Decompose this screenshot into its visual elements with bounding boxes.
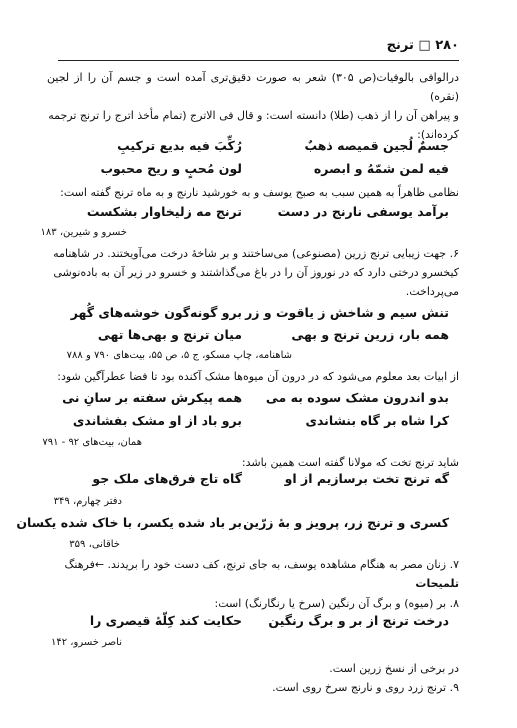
paragraph-musk	[47, 367, 459, 386]
verse-line: همه پیکرش سفته بر سانِ نی	[62, 390, 242, 405]
source-citation: ناصر خسرو، ۱۴۲	[51, 637, 122, 648]
paragraph-rumi	[47, 453, 459, 472]
verse-line: فیه لمن شمّهُ و ابصره	[313, 161, 449, 176]
paragraph-line: و پیراهن آن را از ذهب (طلا) دانسته است: و قال فی الاترج (تمام مأخذ اترج را ترنج ترجمه	[48, 109, 459, 122]
source-citation: دفتر چهارم، ۳۴۹	[53, 496, 122, 507]
paragraph-line: ۶. جهت زیبایی ترنج زرین (مصنوعی) می‌ساختند و بر شاخهٔ درخت می‌آویختند. در شاهنامه	[53, 247, 459, 260]
paragraph-item-7	[47, 555, 459, 593]
paragraph-notes	[47, 659, 459, 697]
verse-line: برآمد یوسفی نارنج در دست	[277, 204, 449, 219]
source-citation: خاقانی، ۳۵۹	[69, 539, 120, 550]
paragraph-line: در برخی از نسخ زرین است.	[329, 662, 459, 675]
paragraph-item-8	[47, 594, 459, 613]
verse-line: ترنج مه زلیخاوار بشکست	[86, 204, 242, 219]
paragraph-line: درالوافی بالوفیات(ص ۳۰۵) شعر به صورت دقیق‌تری آمده است و جسم آن را از لجین (نقره)	[47, 71, 459, 103]
paragraph-line: ۸. بر (میوه) و برگ آن رنگین (سرخ یا رنگارنگ) است:	[214, 597, 459, 610]
verse-line: برو گونه‌گون خوشه‌های گُهر	[70, 305, 242, 320]
paragraph-line: نظامی ظاهراً به همین سبب به صبح یوسف و به خورشید نارنج و به ماه ترنج گفته است:	[60, 186, 459, 199]
verse-line: کرا شاه بر گاه بنشاندی	[305, 413, 449, 428]
header-rule	[58, 60, 459, 61]
verse-line: بر باد شده یکسر، با خاک شده یکسان	[16, 515, 242, 530]
paragraph-item-6	[47, 244, 459, 301]
paragraph-line: ۷. زنان مصر به هنگام مشاهده یوسف، به جای ترنج، کف دست خود را بریدند. ←فرهنگ	[64, 558, 459, 571]
paragraph-nezami	[47, 183, 459, 202]
source-citation: همان، بیت‌های ۹۲ - ۷۹۱	[42, 437, 142, 448]
paragraph-line: تلمیحات	[415, 577, 459, 590]
verse-line: میان ترنج و بهی‌ها تهی	[97, 327, 242, 342]
source-citation: شاهنامه، چاپ مسکو، ج ۵، ص ۵۵، بیت‌های ۷۹۰ و ۷۸۸	[66, 350, 292, 361]
verse-line: کسری و ترنج زر، پرویز و بهٔ زرّین	[243, 515, 449, 530]
verse-line: گاه تاج فرق‌های ملک جو	[92, 471, 242, 486]
verse-line: گه ترنج تخت برسازیم از او	[284, 471, 449, 486]
verse-line: حکایت کند کِلّهٔ قیصری را	[89, 613, 242, 628]
paragraph-wafi	[47, 68, 459, 144]
verse-line: همه بار، زرین ترنج و بهی	[291, 327, 449, 342]
paragraph-line: کیخسرو درختی دارد که در نوروز آن را در باغ می‌گذاشتند و خسرو در زیر آن به باده‌نوشی	[53, 266, 459, 279]
paragraph-line: از ابیات بعد معلوم می‌شود که در درون آن میوه‌ها مشک آکنده بود تا فضا عطرآگین شود:	[57, 370, 459, 383]
verse-line: لون مُحبٍ و ریح محبوب	[100, 161, 242, 176]
paragraph-line: ۹. ترنج زرد روی و نارنج سرخ روی است.	[272, 681, 459, 694]
source-citation: خسرو و شیرین، ۱۸۳	[40, 227, 127, 238]
paragraph-line: می‌پرداخت.	[405, 285, 459, 298]
verse-line: درخت ترنج از بر و برگ رنگین	[268, 613, 449, 628]
verse-line: رُکِّبَ فیه بدیع ترکیبِ	[117, 138, 242, 153]
verse-line: بدو اندرون مشک سوده به می	[265, 390, 449, 405]
verse-line: برو باد از او مشک بفشاندی	[72, 413, 242, 428]
verse-line: جسمٌ لُجین قمیصه ذهبٌ	[304, 138, 449, 153]
paragraph-line: شاید ترنج تخت که مولانا گفته است همین باشد:	[241, 456, 459, 469]
page-header: ۲۸۰ □ ترنج	[386, 38, 459, 53]
verse-line: تنش سیم و شاخش ز یاقوت و زر	[245, 305, 449, 320]
paragraph-line: کرده‌اند):	[417, 128, 459, 141]
